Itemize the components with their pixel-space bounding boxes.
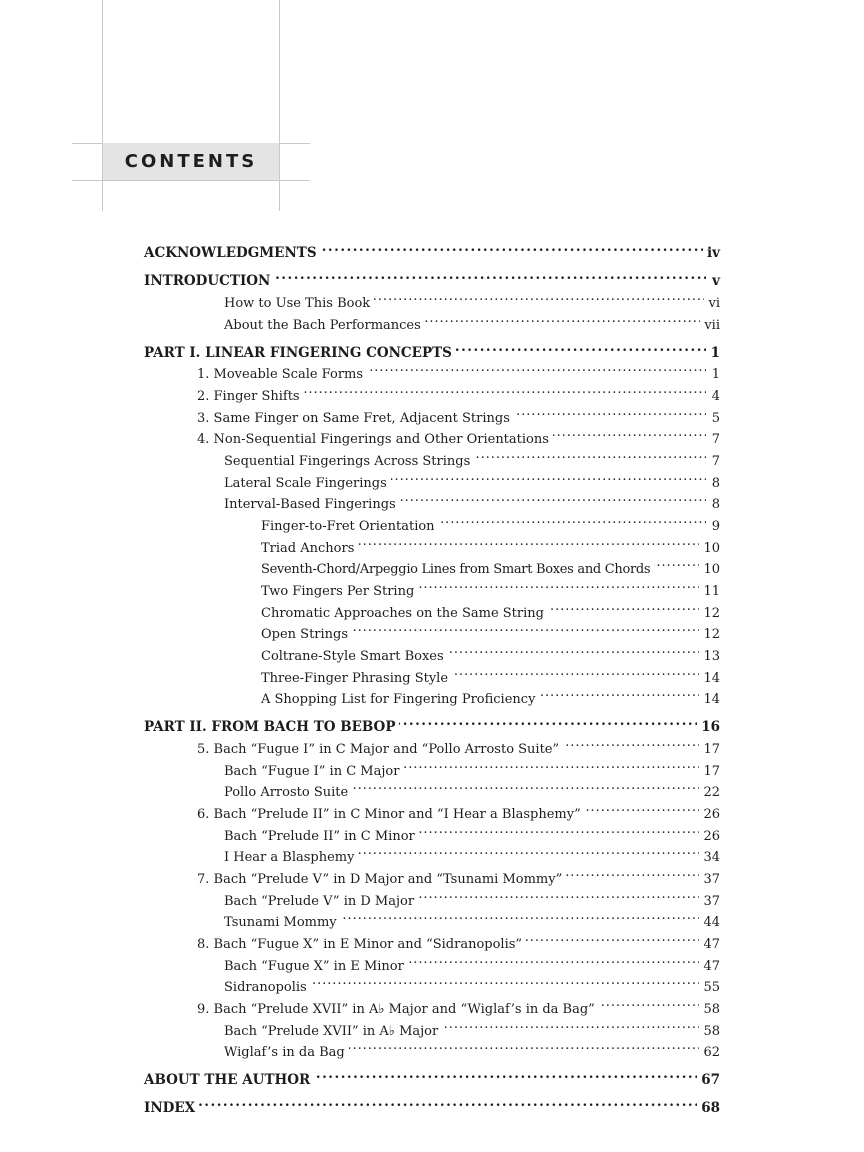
toc-entry[interactable]	[197, 733, 720, 757]
toc-entry-page: vi	[708, 296, 720, 311]
toc-entry-label: Bach “Fugue I” in C Major	[224, 764, 400, 779]
dot-leader	[563, 733, 699, 753]
toc-entry-label: Sidranopolis	[224, 980, 307, 995]
toc-entry-page: 37	[703, 894, 720, 909]
toc-entry[interactable]	[197, 993, 720, 1017]
toc-entry-page: 47	[703, 937, 720, 952]
toc-entry[interactable]	[224, 906, 720, 930]
toc-entry-label: About the Bach Performances	[224, 318, 421, 333]
toc-entry-label: INTRODUCTION	[144, 273, 271, 289]
toc-entry-page: 26	[703, 829, 720, 844]
toc-entry-page: 7	[711, 432, 720, 447]
dot-leader	[418, 885, 699, 905]
toc-entry-page: 62	[703, 1045, 720, 1060]
toc-entry-label: ABOUT THE AUTHOR	[144, 1072, 311, 1088]
dot-leader	[341, 906, 700, 926]
dot-leader	[553, 423, 706, 443]
toc-entry-label: Lateral Scale Fingerings	[224, 476, 387, 491]
toc-entry-page: 12	[703, 606, 720, 621]
dot-leader	[352, 618, 699, 638]
toc-entry-label: 4. Non-Sequential Fingerings and Other Orientations	[197, 432, 549, 447]
dot-leader	[456, 337, 706, 357]
contents-heading-box	[103, 143, 279, 180]
toc-entry-page: 37	[703, 872, 720, 887]
dot-leader	[425, 309, 701, 329]
toc-entry-label: Wiglaf’s in da Bag	[224, 1045, 345, 1060]
toc-entry-page: 1	[710, 345, 720, 361]
toc-entry-page: 67	[701, 1072, 720, 1088]
dot-leader	[514, 402, 706, 422]
dot-leader	[403, 755, 699, 775]
toc-entry[interactable]	[224, 755, 720, 779]
dot-leader	[314, 1064, 697, 1084]
toc-entry-label: INDEX	[144, 1100, 196, 1116]
toc-entry-label: A Shopping List for Fingering Proficiency	[261, 692, 536, 707]
dot-leader	[274, 265, 706, 285]
toc-entry-page: 68	[701, 1100, 720, 1116]
toc-entry-label: Seventh-Chord/Arpeggio Lines from Smart Boxes and Chords	[261, 562, 651, 577]
dot-leader	[419, 820, 700, 840]
toc-entry[interactable]	[144, 265, 720, 289]
toc-entry[interactable]	[224, 820, 720, 844]
dot-leader	[526, 928, 699, 948]
toc-entry-page: 14	[703, 692, 720, 707]
toc-entry-label: Triad Anchors	[261, 541, 355, 556]
toc-entry-page: 7	[711, 454, 720, 469]
toc-entry-page: 9	[711, 519, 720, 534]
toc-entry-page: 22	[703, 785, 720, 800]
toc-entry-label: Three-Finger Phrasing Style	[261, 671, 449, 686]
toc-entry[interactable]	[261, 597, 720, 621]
toc-entry-label: 5. Bach “Fugue I” in C Major and “Pollo Arrosto Suite”	[197, 742, 560, 757]
dot-leader	[566, 863, 699, 883]
toc-entry-label: PART I. LINEAR FINGERING CONCEPTS	[144, 345, 452, 361]
toc-entry[interactable]	[261, 640, 720, 664]
toc-entry[interactable]	[197, 380, 720, 404]
toc-entry-label: 8. Bach “Fugue X” in E Minor and “Sidranopolis”	[197, 937, 523, 952]
toc-entry-label: Two Fingers Per String	[261, 584, 415, 599]
dot-leader	[358, 841, 699, 861]
toc-entry[interactable]	[261, 662, 720, 686]
toc-entry[interactable]	[144, 1092, 720, 1116]
toc-entry[interactable]	[224, 1036, 720, 1060]
toc-entry[interactable]	[224, 445, 720, 469]
dot-leader	[418, 575, 699, 595]
toc-entry[interactable]	[224, 776, 720, 800]
toc-entry[interactable]	[197, 358, 720, 382]
dot-leader	[599, 993, 700, 1013]
dot-leader	[349, 1036, 700, 1056]
dot-leader	[367, 358, 706, 378]
toc-entry-label: Interval-Based Fingerings	[224, 497, 396, 512]
toc-entry-page: 55	[703, 980, 720, 995]
toc-entry-page: 8	[711, 476, 720, 491]
toc-entry-page: 47	[703, 959, 720, 974]
toc-entry-page: 10	[703, 541, 720, 556]
toc-entry-label: ACKNOWLEDGMENTS	[144, 245, 317, 261]
toc-entry-label: How to Use This Book	[224, 296, 371, 311]
dot-leader	[474, 445, 706, 465]
toc-entry[interactable]	[144, 337, 720, 361]
toc-entry[interactable]	[197, 928, 720, 952]
frame-line-bottom	[72, 180, 310, 181]
toc-entry-page: 1	[711, 367, 720, 382]
toc-entry-page: 11	[703, 584, 720, 599]
toc-entry[interactable]	[197, 798, 720, 822]
dot-leader	[374, 287, 704, 307]
toc-entry-page: 13	[703, 649, 720, 664]
toc-entry-label: Pollo Arrosto Suite	[224, 785, 349, 800]
toc-entry[interactable]	[224, 841, 720, 865]
dot-leader	[548, 597, 699, 617]
toc-entry-label: 6. Bach “Prelude II” in C Minor and “I Hear a Blasphemy”	[197, 807, 581, 822]
dot-leader	[585, 798, 700, 818]
toc-entry[interactable]	[261, 510, 720, 534]
toc-entry-label: Chromatic Approaches on the Same String	[261, 606, 544, 621]
toc-entry-label: Bach “Fugue X” in E Minor	[224, 959, 404, 974]
toc-entry-label: Open Strings	[261, 627, 349, 642]
toc-entry-page: 58	[703, 1002, 720, 1017]
dot-leader	[321, 237, 703, 257]
toc-entry-label: Bach “Prelude XVII” in A♭ Major	[224, 1024, 439, 1039]
toc-entry-label: PART II. FROM BACH TO BEBOP	[144, 719, 396, 735]
toc-entry-page: 5	[711, 411, 720, 426]
toc-entry-page: 17	[703, 742, 720, 757]
toc-entry-page: 4	[711, 389, 720, 404]
toc-entry[interactable]	[197, 863, 720, 887]
dot-leader	[399, 711, 697, 731]
toc-entry[interactable]	[144, 711, 720, 735]
toc-entry[interactable]	[261, 553, 720, 577]
dot-leader	[199, 1092, 697, 1112]
toc-entry-label: Tsunami Mommy	[224, 915, 337, 930]
toc-entry-page: 10	[703, 562, 720, 577]
toc-entry[interactable]	[224, 287, 720, 311]
dot-leader	[352, 776, 699, 796]
toc-entry-page: 26	[703, 807, 720, 822]
toc-entry-page: iv	[707, 245, 720, 261]
toc-entry[interactable]	[224, 488, 720, 512]
dot-leader	[304, 380, 706, 400]
toc-entry[interactable]	[224, 309, 720, 333]
toc-entry-page: 14	[703, 671, 720, 686]
toc-entry-page: 8	[711, 497, 720, 512]
toc-entry[interactable]	[197, 402, 720, 426]
dot-leader	[539, 683, 699, 703]
toc-entry-page: 12	[703, 627, 720, 642]
toc-entry-label: 9. Bach “Prelude XVII” in A♭ Major and “Wiglaf’s in da Bag”	[197, 1002, 595, 1017]
toc-entry[interactable]	[224, 950, 720, 974]
toc-entry[interactable]	[224, 467, 720, 491]
dot-leader	[358, 532, 699, 552]
toc-entry[interactable]	[261, 575, 720, 599]
toc-entry-label: Bach “Prelude II” in C Minor	[224, 829, 415, 844]
dot-leader	[408, 950, 700, 970]
toc-entry-page: 44	[703, 915, 720, 930]
toc-entry[interactable]	[144, 237, 720, 261]
toc-entry[interactable]	[144, 1064, 720, 1088]
toc-entry-page: 58	[703, 1024, 720, 1039]
dot-leader	[448, 640, 700, 660]
toc-entry[interactable]	[224, 971, 720, 995]
toc-entry-page: 16	[701, 719, 720, 735]
toc-entry-label: Finger-to-Fret Orientation	[261, 519, 435, 534]
toc-entry-label: I Hear a Blasphemy	[224, 850, 355, 865]
dot-leader	[452, 662, 699, 682]
toc-entry[interactable]	[261, 532, 720, 556]
toc-entry[interactable]	[197, 423, 720, 447]
toc-entry[interactable]	[224, 885, 720, 909]
toc-entry-label: 2. Finger Shifts	[197, 389, 300, 404]
page-title: CONTENTS	[124, 151, 258, 172]
toc-entry[interactable]	[261, 683, 720, 707]
dot-leader	[311, 971, 700, 991]
dot-leader	[654, 553, 699, 573]
toc-entry-label: Sequential Fingerings Across Strings	[224, 454, 471, 469]
toc-entry[interactable]	[224, 1015, 720, 1039]
dot-leader	[439, 510, 706, 530]
toc-entry-label: Bach “Prelude V” in D Major	[224, 894, 415, 909]
toc-entry-page: 34	[703, 850, 720, 865]
toc-entry-page: v	[712, 273, 720, 289]
toc-entry-page: vii	[704, 318, 720, 333]
dot-leader	[391, 467, 706, 487]
toc-entry-page: 17	[703, 764, 720, 779]
toc-entry-label: 1. Moveable Scale Forms	[197, 367, 364, 382]
toc-entry-label: Coltrane-Style Smart Boxes	[261, 649, 444, 664]
toc-entry-label: 3. Same Finger on Same Fret, Adjacent Strings	[197, 411, 510, 426]
toc-entry[interactable]	[261, 618, 720, 642]
dot-leader	[400, 488, 706, 508]
dot-leader	[442, 1015, 699, 1035]
toc-entry-label: 7. Bach “Prelude V” in D Major and “Tsunami Mommy”	[197, 872, 563, 887]
